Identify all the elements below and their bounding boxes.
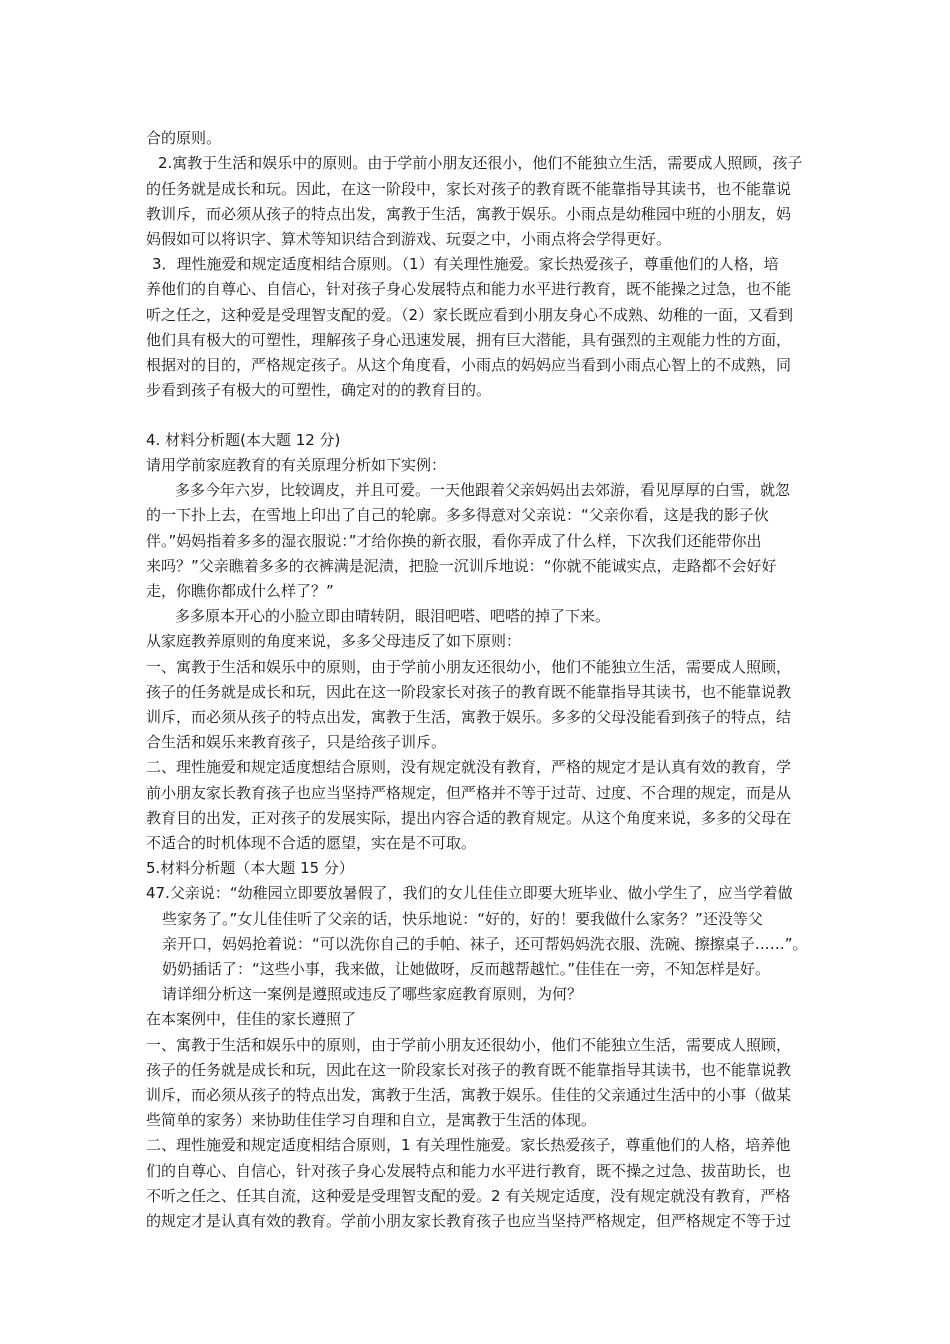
text-line: 听之任之，这种爱是受理智支配的爱。（2）家长既应看到小朋友身心不成熟、幼稚的一面，又看到 <box>146 306 794 324</box>
text-line: 孩子的任务就是成长和玩，因此在这一阶段家长对孩子的教育既不能靠指导其读书，也不能靠说教 <box>146 1061 792 1079</box>
text-line: 孩子的任务就是成长和玩，因此在这一阶段家长对孩子的教育既不能靠指导其读书，也不能靠说教 <box>146 683 792 701</box>
text-line: 2.寓教于生活和娱乐中的原则。由于学前小朋友还很小，他们不能独立生活，需要成人照顾，孩子 <box>158 154 803 172</box>
text-line: 来吗？”父亲瞧着多多的衣裤满是泥渍，把脸一沉训斥地说：“你就不能诚实点，走路都不会好好 <box>146 557 777 575</box>
text-line: 教训斥，而必须从孩子的特点出发，寓教于生活，寓教于娱乐。小雨点是幼稚园中班的小朋友，妈 <box>146 205 792 223</box>
text-line: 请详细分析这一案例是遵照或违反了哪些家庭教育原则，为何？ <box>162 985 583 1003</box>
text-line: 奶奶插话了：“这些小事，我来做，让她做呀，反而越帮越忙。”佳佳在一旁，不知怎样是好。 <box>162 960 771 978</box>
text-line: 的任务就是成长和玩。因此，在这一阶段中，家长对孩子的教育既不能靠指导其读书，也不能靠说 <box>146 180 792 198</box>
section-heading: 4. 材料分析题(本大题 12 分) <box>146 431 341 449</box>
text-line: 前小朋友家长教育孩子也应当坚持严格规定，但严格并不等于过苛、过度、不合理的规定，而是从 <box>146 784 792 802</box>
text-line: 不听之任之、任其自流，这种爱是受理智支配的爱。2 有关规定适度，没有规定就没有教育，严格 <box>146 1187 791 1205</box>
text-line: 妈假如可以将识字、算术等知识结合到游戏、玩耍之中，小雨点将会学得更好。 <box>146 230 672 248</box>
text-line: 训斥，而必须从孩子的特点出发，寓教于生活，寓教于娱乐。佳佳的父亲通过生活中的小事（做某 <box>146 1086 792 1104</box>
text-line: 们的自尊心、自信心，针对孩子身心发展特点和能力水平进行教育，既不操之过急、拔苗助长，也 <box>146 1162 792 1180</box>
text-line: 走，你瞧你都成什么样了？” <box>146 582 334 600</box>
text-line: 3．理性施爱和规定适度相结合原则。（1）有关理性施爱。家长热爱孩子，尊重他们的人格，培 <box>152 255 779 273</box>
text-line: 请用学前家庭教育的有关原理分析如下实例： <box>146 456 447 474</box>
text-line: 些简单的家务）来协助佳佳学习自理和自立，是寓教于生活的体现。 <box>146 1111 597 1129</box>
section-heading: 5.材料分析题（本大题 15 分） <box>146 859 354 877</box>
text-line: 在本案例中，佳佳的家长遵照了 <box>146 1010 357 1028</box>
text-line: 合生活和娱乐来教育孩子，只是给孩子训斥。 <box>146 733 447 751</box>
text-line: 二、理性施爱和规定适度相结合原则，1 有关理性施爱。家长热爱孩子，尊重他们的人格，培养他 <box>146 1136 791 1154</box>
text-line: 训斥，而必须从孩子的特点出发，寓教于生活，寓教于娱乐。多多的父母没能看到孩子的特点，结 <box>146 708 792 726</box>
text-line: 二、理性施爱和规定适度想结合原则，没有规定就没有教育，严格的规定才是认真有效的教育，学 <box>146 758 792 776</box>
text-line: 多多今年六岁，比较调皮，并且可爱。一天他跟着父亲妈妈出去郊游，看见厚厚的白雪，就忽 <box>175 481 791 499</box>
text-line: 47.父亲说：“幼稚园立即要放暑假了，我们的女儿佳佳立即要大班毕业、做小学生了，应当学着做 <box>146 884 793 902</box>
text-line: 养他们的自尊心、自信心，针对孩子身心发展特点和能力水平进行教育，既不能操之过急，也不能 <box>146 280 792 298</box>
text-line: 步看到孩子有极大的可塑性，确定对的的教育目的。 <box>146 381 492 399</box>
text-line: 从家庭教养原则的角度来说，多多父母违反了如下原则： <box>146 632 522 650</box>
text-line: 的一下扑上去，在雪地上印出了自己的轮廓。多多得意对父亲说：“父亲你看，这是我的影子伙 <box>146 506 769 524</box>
text-line: 伴。”妈妈指着多多的湿衣服说：”才给你换的新衣服，看你弄成了什么样，下次我们还能带你出 <box>146 532 762 550</box>
text-line: 教育目的出发，正对孩子的发展实际，提出内容合适的教育规定。从这个角度来说，多多的父母在 <box>146 809 792 827</box>
text-line: 不适合的时机体现不合适的愿望，实在是不可取。 <box>146 834 477 852</box>
text-line: 一、寓教于生活和娱乐中的原则，由于学前小朋友还很幼小，他们不能独立生活，需要成人照顾， <box>146 658 792 676</box>
text-line: 亲开口，妈妈抢着说：“可以洗你自己的手帕、袜子，还可帮妈妈洗衣服、洗碗、擦擦桌子……”。 <box>162 935 808 953</box>
text-line: 合的原则。 <box>146 129 222 147</box>
text-line: 一、寓教于生活和娱乐中的原则，由于学前小朋友还很幼小，他们不能独立生活，需要成人照顾， <box>146 1036 792 1054</box>
text-line: 的规定才是认真有效的教育。学前小朋友家长教育孩子也应当坚持严格规定，但严格规定不等于过 <box>146 1212 792 1230</box>
text-line: 根据对的目的，严格规定孩子。从这个角度看，小雨点的妈妈应当看到小雨点心智上的不成熟，同 <box>146 356 792 374</box>
text-line: 多多原本开心的小脸立即由晴转阴，眼泪吧嗒、吧嗒的掉了下来。 <box>175 607 611 625</box>
text-line: 些家务了。”女儿佳佳听了父亲的话，快乐地说：“好的，好的！要我做什么家务？”还没等父 <box>162 910 763 928</box>
text-line: 他们具有极大的可塑性，理解孩子身心迅速发展，拥有巨大潜能，具有强烈的主观能力性的方面， <box>146 331 792 349</box>
